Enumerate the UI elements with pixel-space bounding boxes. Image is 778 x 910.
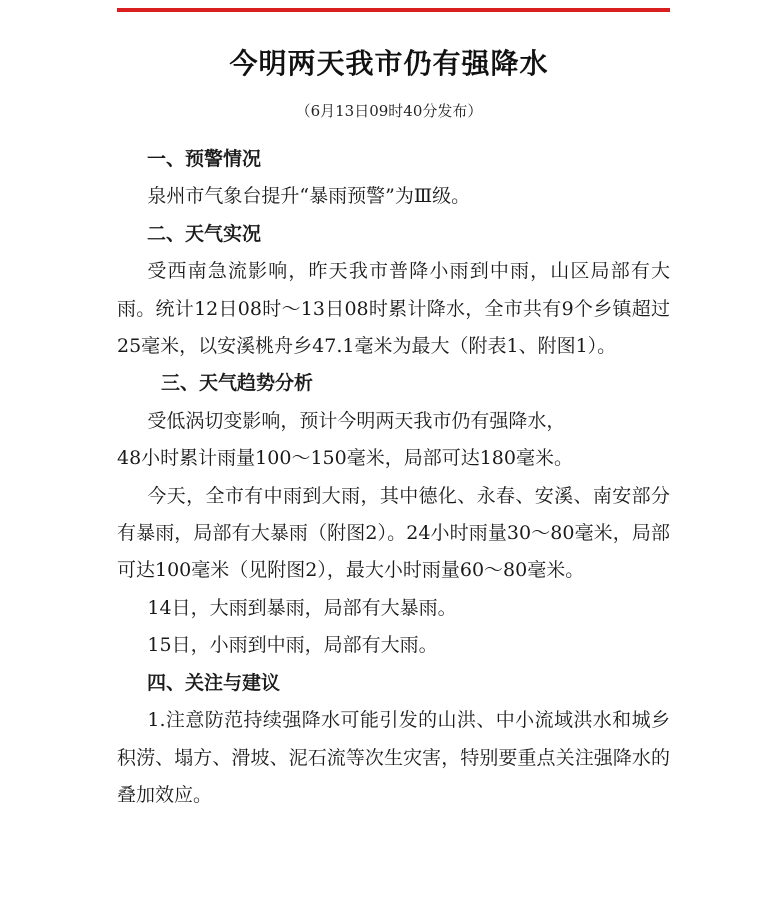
section-heading-current: 二、天气实况 [147, 222, 262, 245]
paragraph: 48小时累计雨量100～150毫米，局部可达180毫米。 [117, 447, 573, 470]
document-body [117, 138, 670, 814]
document-title: 今明两天我市仍有强降水 [229, 47, 549, 80]
section-heading-advice: 四、关注与建议 [147, 671, 281, 694]
release-time: （6月13日09时40分发布） [295, 102, 483, 120]
paragraph: 泉州市气象台提升“暴雨预警”为Ⅲ级。 [147, 185, 471, 208]
paragraph: 1.注意防范持续强降水可能引发的山洪、中小流域洪水和城乡积涝、塌方、滑坡、泥石流等次生灾害，特别要重点关注强降水的叠加效应。 [117, 709, 670, 806]
paragraph: 今天，全市有中雨到大雨，其中德化、永春、安溪、南安部分有暴雨，局部有大暴雨（附图2）。24小时雨量30～80毫米，局部可达100毫米（见附图2），最大小时雨量60～80毫米。 [117, 484, 670, 582]
paragraph: 受西南急流影响，昨天我市普降小雨到中雨，山区局部有大雨。统计12日08时～13日08时累计降水，全市共有9个乡镇超过25毫米，以安溪桃舟乡47.1毫米为最大（附表1、附图1）。 [117, 260, 670, 358]
paragraph: 15日，小雨到中雨，局部有大雨。 [147, 634, 438, 657]
section-heading-trend: 三、天气趋势分析 [161, 372, 314, 395]
red-header-rule [117, 8, 670, 12]
section-heading-warning: 一、预警情况 [147, 148, 262, 170]
paragraph: 14日，大雨到暴雨，局部有大暴雨。 [147, 596, 457, 619]
paragraph: 受低涡切变影响，预计今明两天我市仍有强降水， [147, 409, 566, 432]
